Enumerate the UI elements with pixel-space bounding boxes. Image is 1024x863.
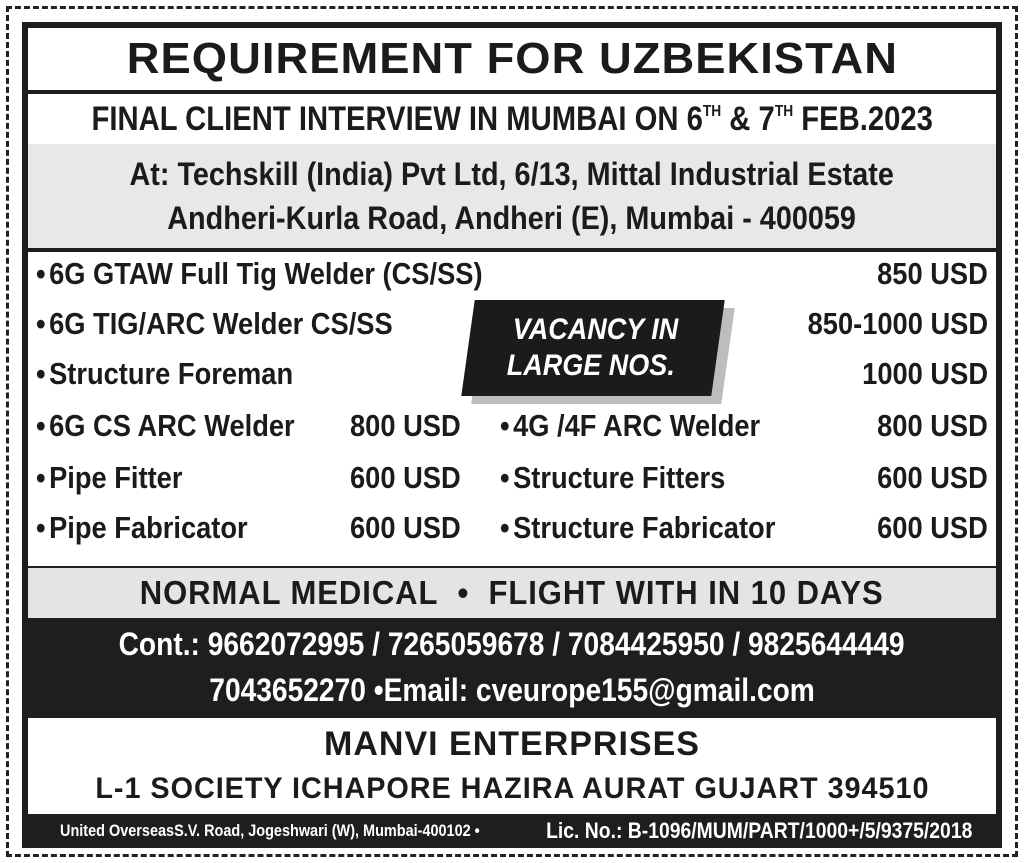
interview-prefix: FINAL CLIENT INTERVIEW IN MUMBAI ON 6 [91, 99, 703, 138]
job-title: Structure Fitters [513, 460, 726, 495]
job-title: Pipe Fabricator [49, 510, 248, 545]
footer-license [28, 816, 996, 846]
vacancy-badge [461, 300, 724, 396]
interview-sup-1: TH [702, 102, 721, 120]
job-item [500, 510, 813, 556]
job-title: 6G TIG/ARC Welder CS/SS [49, 306, 393, 341]
company-block [28, 718, 996, 814]
job-salary: 850 USD [877, 256, 988, 291]
medical-text: NORMAL MEDICAL [140, 574, 439, 611]
job-item [36, 510, 277, 556]
vacancy-line-1: VACANCY IN [512, 313, 679, 346]
interview-suffix: FEB.2023 [792, 99, 933, 138]
job-item [500, 408, 796, 454]
bullet: • [36, 256, 46, 291]
bullet: • [500, 510, 510, 545]
job-title: Structure Foreman [49, 356, 294, 391]
job-item [36, 356, 328, 402]
bullet: • [36, 306, 46, 341]
license-number: Lic. No.: B-1096/MUM/PART/1000+/5/9375/2018 [545, 818, 973, 843]
job-salary: 600 USD [877, 460, 988, 495]
job-salary: 600 USD [350, 510, 461, 545]
vacancy-line-2: LARGE NOS. [506, 349, 675, 382]
job-title: Structure Fabricator [513, 510, 776, 545]
medical-flight-banner [28, 568, 996, 618]
title-bar [28, 28, 996, 90]
contact-phones: Cont.: 9662072995 / 7265059678 / 7084425950 / 9825644449 [118, 626, 906, 662]
job-item [36, 408, 330, 454]
job-item [36, 460, 202, 506]
bullet: • [500, 460, 510, 495]
job-item [36, 256, 543, 302]
job-title: 4G /4F ARC Welder [513, 408, 761, 443]
interview-address [28, 144, 996, 248]
bullet: • [36, 460, 46, 495]
job-salary: 800 USD [877, 408, 988, 443]
job-title: 6G CS ARC Welder [49, 408, 295, 443]
job-item [36, 306, 441, 352]
ad-frame [22, 22, 1002, 848]
bullet: • [36, 356, 46, 391]
address-line-2: Andheri-Kurla Road, Andheri (E), Mumbai - 400059 [167, 200, 857, 236]
contact-email: 7043652270 •Email: cveurope155@gmail.com [209, 672, 815, 708]
job-list [28, 252, 996, 566]
job-salary: 800 USD [350, 408, 461, 443]
separator-bullet: • [457, 574, 470, 611]
job-salary: 1000 USD [862, 356, 988, 391]
page-title: REQUIREMENT FOR UZBEKISTAN [126, 34, 898, 83]
company-address: L-1 SOCIETY ICHAPORE HAZIRA AURAT GUJART 394510 [94, 772, 930, 805]
interview-banner [28, 94, 996, 144]
interview-sup-2: TH [774, 102, 793, 120]
job-item [500, 460, 756, 506]
job-salary: 850-1000 USD [807, 306, 988, 341]
interview-mid: & 7 [720, 99, 775, 138]
interview-text [91, 100, 932, 139]
contact-info [28, 620, 996, 714]
flight-text: FLIGHT WITH IN 10 DAYS [488, 574, 884, 611]
job-salary: 600 USD [877, 510, 988, 545]
company-name: MANVI ENTERPRISES [324, 725, 700, 763]
footer-address: United OverseasS.V. Road, Jogeshwari (W), Mumbai-400102 • [59, 821, 480, 840]
job-title: Pipe Fitter [49, 460, 183, 495]
job-title: 6G GTAW Full Tig Welder (CS/SS) [49, 256, 483, 291]
job-salary: 600 USD [350, 460, 461, 495]
bullet: • [500, 408, 510, 443]
bullet: • [36, 510, 46, 545]
bullet: • [36, 408, 46, 443]
address-line-1: At: Techskill (India) Pvt Ltd, 6/13, Mittal Industrial Estate [129, 156, 895, 192]
